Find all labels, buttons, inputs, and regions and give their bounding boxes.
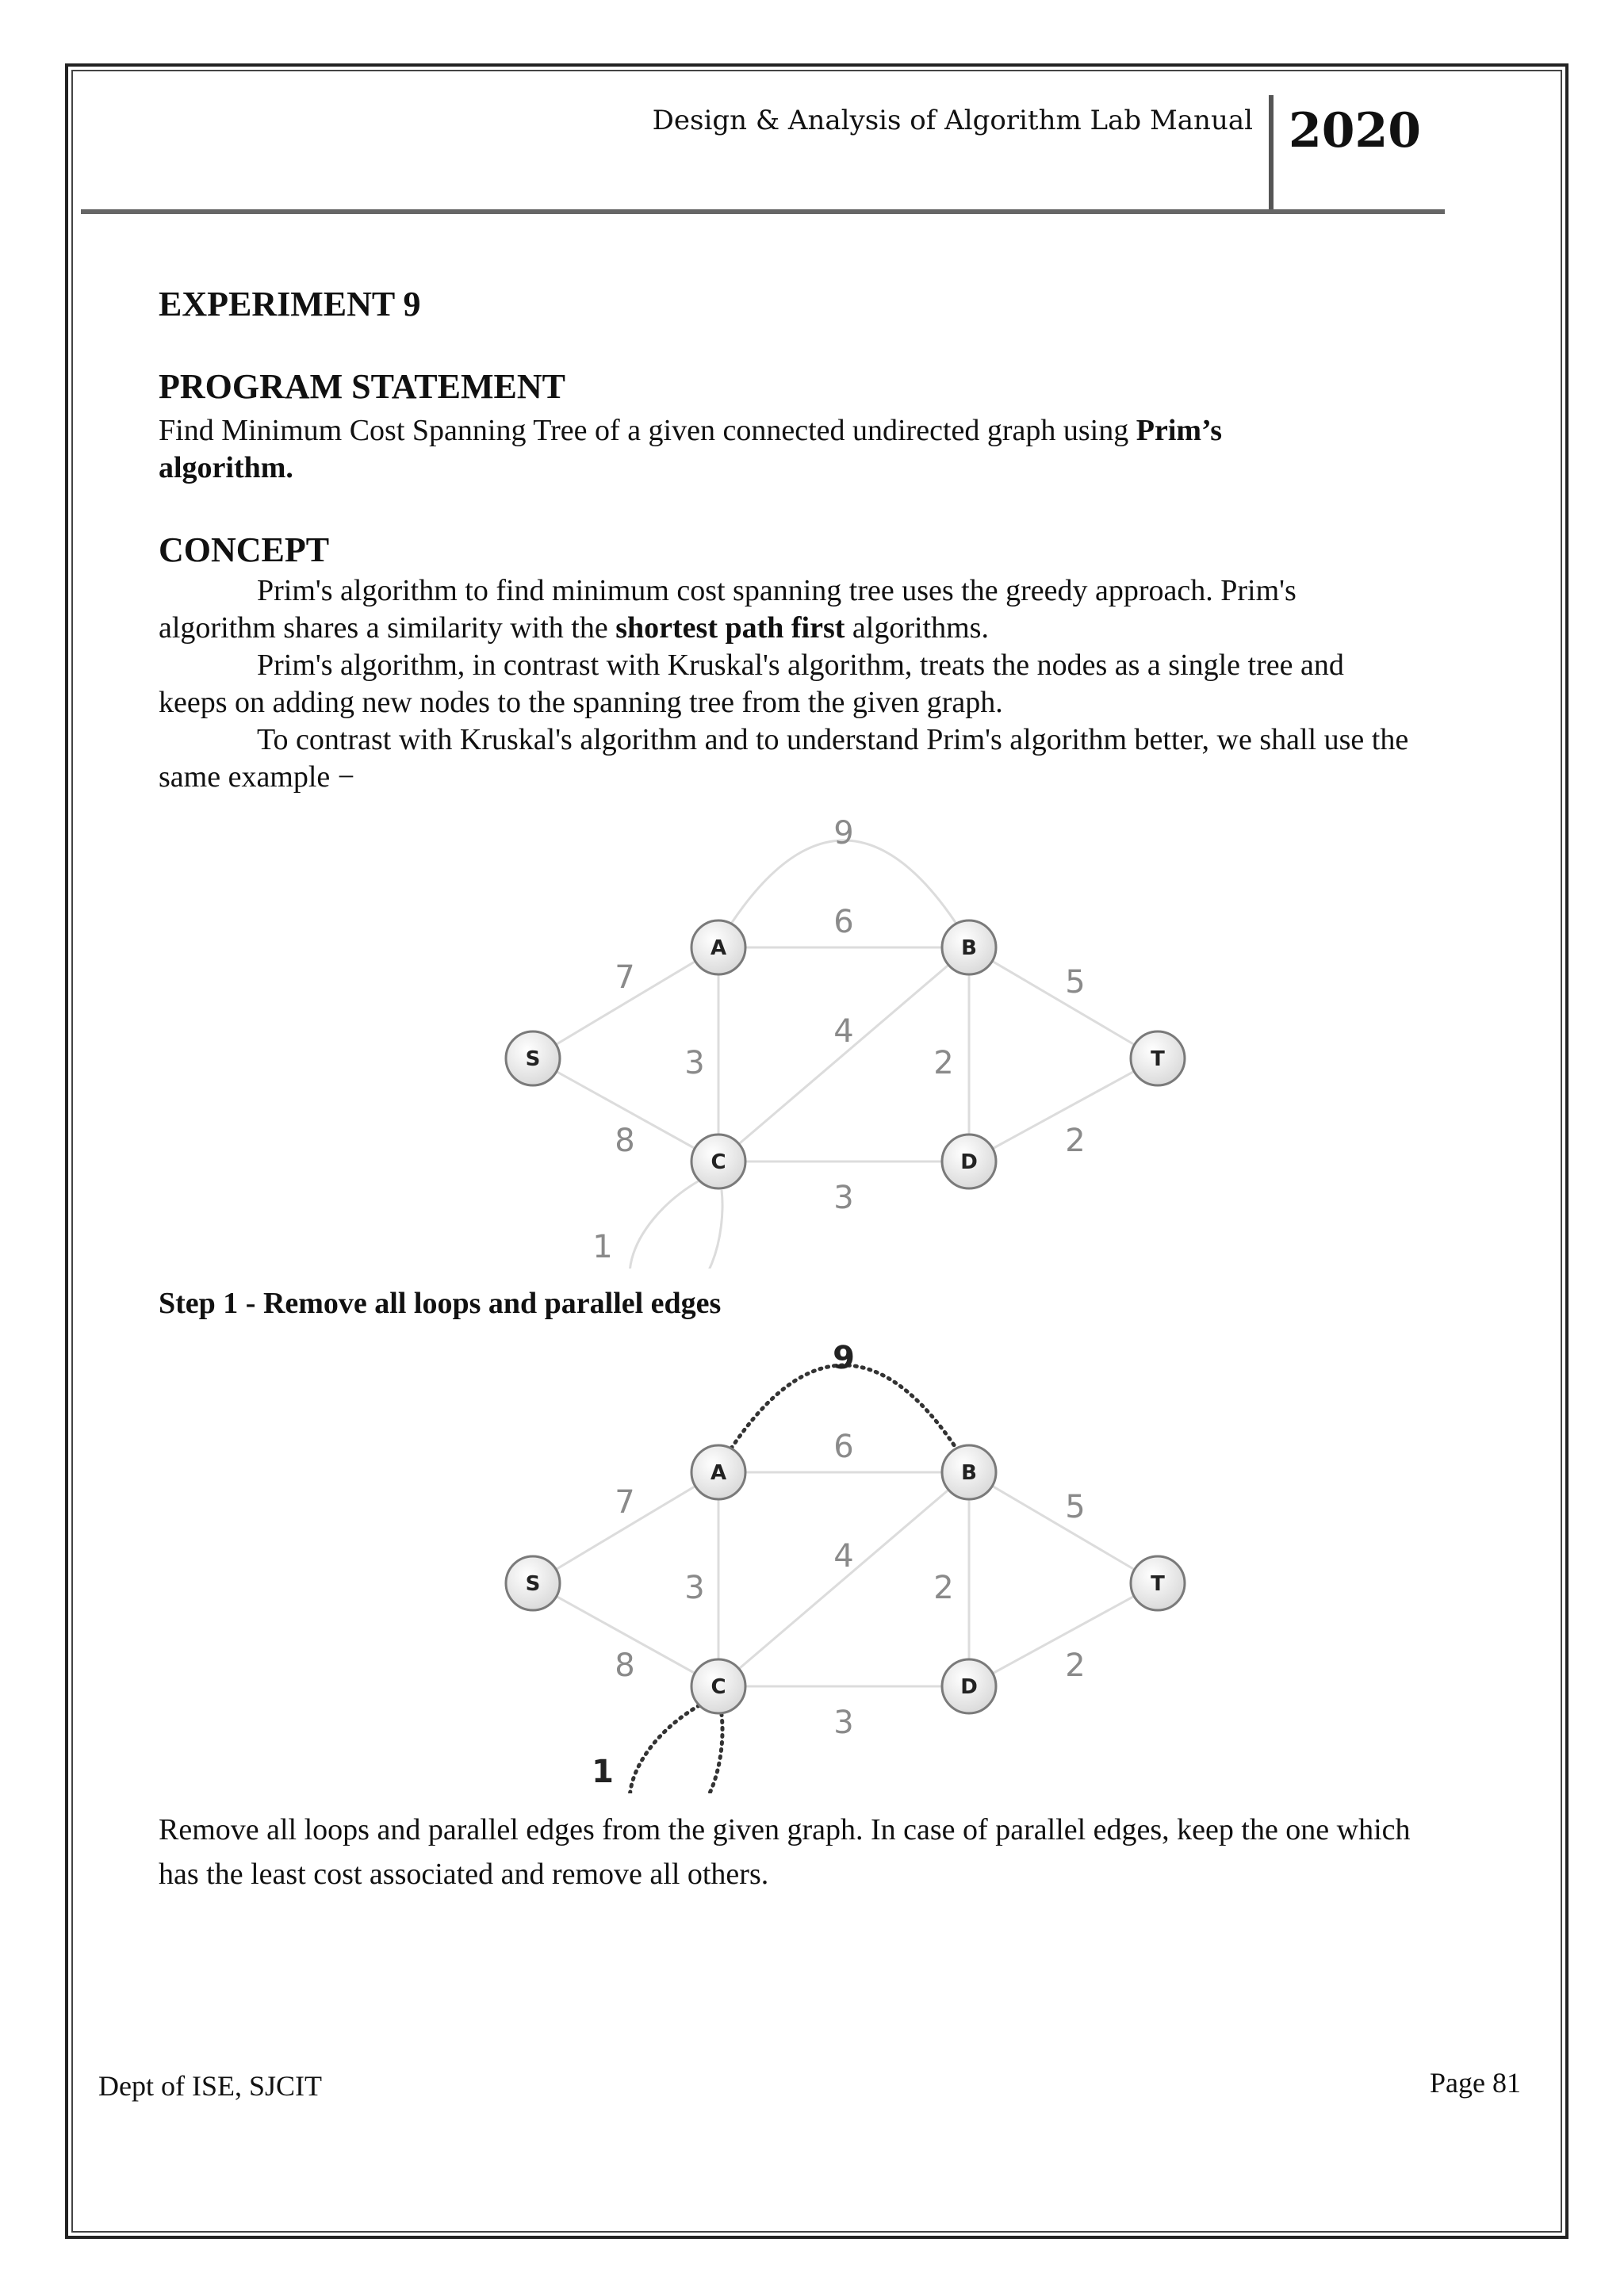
edge-weight-S-C-8: 8 xyxy=(615,1123,635,1159)
edge-weight-C-B-4: 4 xyxy=(833,1013,854,1050)
node-label-d: D xyxy=(960,1675,978,1699)
node-label-b: B xyxy=(961,936,977,960)
step1-text: Remove all loops and parallel edges from the given graph. In case of parallel edges, keep the one which has the least cost associated and remove all others. xyxy=(159,1813,1411,1891)
concept-text xyxy=(159,572,1411,796)
edge-weight-A-B-6: 6 xyxy=(833,1429,854,1465)
edge-C-B-4 xyxy=(718,947,969,1161)
edge-weight-S-A-7: 7 xyxy=(615,959,635,996)
node-d xyxy=(942,1659,996,1713)
node-c xyxy=(691,1659,745,1713)
node-label-s: S xyxy=(525,1047,541,1071)
node-d xyxy=(942,1135,996,1188)
node-s xyxy=(506,1556,560,1610)
edge-weight-A-C-3: 3 xyxy=(684,1570,705,1606)
header-rule xyxy=(81,209,1445,214)
graph-step1 xyxy=(476,1326,1205,1793)
edge-weight-A-C-3: 3 xyxy=(684,1045,705,1081)
edge-weight-D-T-2: 2 xyxy=(1065,1647,1086,1684)
edge-weight-B-T-5: 5 xyxy=(1065,964,1086,1001)
edge-weight-A-B-9: 9 xyxy=(833,1340,855,1376)
graph-original xyxy=(476,801,1205,1269)
footer-dept: Dept of ISE, SJCIT xyxy=(98,2070,322,2102)
header-divider xyxy=(1269,95,1274,212)
concept-paragraph-3: To contrast with Kruskal's algorithm and to understand Prim's algorithm better, we shall use the same example − xyxy=(159,723,1409,794)
edge-weight-B-T-5: 5 xyxy=(1065,1489,1086,1525)
edge-weight-C-D-3: 3 xyxy=(833,1705,854,1741)
node-a xyxy=(691,1445,745,1499)
node-label-s: S xyxy=(525,1572,541,1596)
header-title: Design & Analysis of Algorithm Lab Manual xyxy=(652,105,1253,136)
edge-weight-D-T-2: 2 xyxy=(1065,1123,1086,1159)
edge-weight-C-C-1: 1 xyxy=(592,1754,614,1790)
program-statement-bold-algorithm: algorithm. xyxy=(159,451,293,484)
concept-paragraph-2: Prim's algorithm, in contrast with Kruskal's algorithm, treats the nodes as a single tree and keeps on adding new nodes to the spanning tree from the given graph. xyxy=(159,649,1344,719)
concept-bold-shortest-path: shortest path first xyxy=(615,611,845,645)
edge-B-T-5 xyxy=(969,1472,1158,1583)
node-b xyxy=(942,1445,996,1499)
program-statement-text xyxy=(159,412,1411,487)
edge-C-C-1 xyxy=(630,1181,722,1269)
node-label-c: C xyxy=(710,1150,726,1174)
step1-heading: Step 1 - Remove all loops and parallel edges xyxy=(159,1287,722,1320)
node-label-d: D xyxy=(960,1150,978,1174)
edge-C-B-4 xyxy=(718,1472,969,1686)
node-label-t: T xyxy=(1151,1047,1165,1071)
edge-B-T-5 xyxy=(969,947,1158,1058)
node-label-a: A xyxy=(710,936,727,960)
edge-weight-S-A-7: 7 xyxy=(615,1484,635,1521)
footer-page: Page 81 xyxy=(1430,2067,1521,2099)
edge-weight-B-D-2: 2 xyxy=(933,1045,954,1081)
program-statement-body: Find Minimum Cost Spanning Tree of a given connected undirected graph using xyxy=(159,414,1136,447)
concept-paragraph-1: Prim's algorithm to find minimum cost spanning tree uses the greedy approach. Prim's algorithm shares a similarity with the shortest path first algorithms. xyxy=(159,574,1297,645)
program-statement-heading: PROGRAM STATEMENT xyxy=(159,367,565,406)
experiment-title: EXPERIMENT 9 xyxy=(159,285,421,323)
node-label-b: B xyxy=(961,1461,977,1485)
edge-D-T-2 xyxy=(969,1583,1158,1686)
program-statement-bold-prims: Prim’s xyxy=(1136,414,1223,447)
edge-weight-C-D-3: 3 xyxy=(833,1180,854,1216)
edge-weight-A-B-9: 9 xyxy=(833,815,854,851)
header-year: 2020 xyxy=(1289,103,1421,159)
edge-weight-S-C-8: 8 xyxy=(615,1647,635,1684)
concept-heading: CONCEPT xyxy=(159,530,330,569)
edge-weight-A-B-6: 6 xyxy=(833,904,854,940)
edge-weight-C-B-4: 4 xyxy=(833,1538,854,1575)
edge-D-T-2 xyxy=(969,1058,1158,1161)
node-t xyxy=(1131,1031,1185,1085)
node-b xyxy=(942,920,996,974)
node-c xyxy=(691,1135,745,1188)
node-a xyxy=(691,920,745,974)
edge-weight-B-D-2: 2 xyxy=(933,1570,954,1606)
edge-weight-C-C-1: 1 xyxy=(592,1229,613,1265)
node-s xyxy=(506,1031,560,1085)
node-label-a: A xyxy=(710,1461,727,1485)
node-t xyxy=(1131,1556,1185,1610)
edge-C-C-1 xyxy=(630,1705,722,1793)
node-label-c: C xyxy=(710,1675,726,1699)
node-label-t: T xyxy=(1151,1572,1165,1596)
